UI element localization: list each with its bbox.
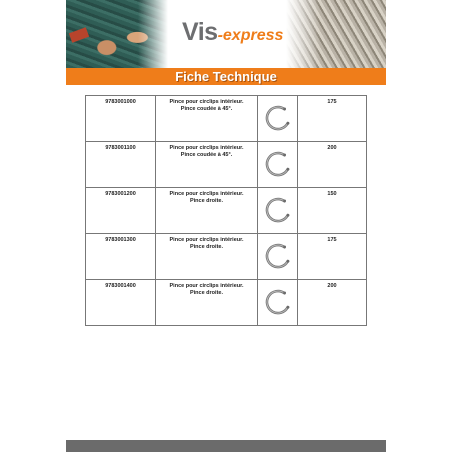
product-reference: 9783001000 [86, 96, 156, 142]
circlip-ring-icon [262, 241, 294, 273]
workshop-photo [66, 0, 168, 68]
table-row [86, 234, 367, 280]
circlip-ring-icon [262, 103, 294, 135]
brand-logo-main: Vis [182, 18, 218, 46]
product-quantity: 200 [298, 142, 367, 188]
product-quantity: 175 [298, 234, 367, 280]
header-banner [66, 0, 386, 68]
product-description: Pince pour circlips intérieur. Pince droite. [156, 188, 258, 234]
table-row [86, 96, 367, 142]
circlip-ring-icon [262, 287, 294, 319]
screws-photo [286, 0, 386, 68]
product-description: Pince pour circlips intérieur. Pince droite. [156, 234, 258, 280]
product-description: Pince pour circlips intérieur. Pince coudée à 45°. [156, 96, 258, 142]
brand-logo [182, 18, 283, 47]
product-image-cell [258, 96, 298, 142]
table-row [86, 142, 367, 188]
product-quantity: 200 [298, 280, 367, 326]
product-table [85, 95, 367, 326]
title-bar [66, 68, 386, 85]
product-quantity: 175 [298, 96, 367, 142]
footer-bar [66, 440, 386, 452]
product-reference: 9783001400 [86, 280, 156, 326]
page-title: Fiche Technique [175, 69, 277, 84]
product-description: Pince pour circlips intérieur. Pince coudée à 45°. [156, 142, 258, 188]
product-description: Pince pour circlips intérieur. Pince droite. [156, 280, 258, 326]
circlip-ring-icon [262, 195, 294, 227]
product-image-cell [258, 188, 298, 234]
brand-logo-accent: -express [217, 27, 284, 44]
table-row [86, 188, 367, 234]
product-image-cell [258, 234, 298, 280]
product-image-cell [258, 280, 298, 326]
circlip-ring-icon [262, 149, 294, 181]
product-reference: 9783001200 [86, 188, 156, 234]
table-row [86, 280, 367, 326]
product-image-cell [258, 142, 298, 188]
product-reference: 9783001100 [86, 142, 156, 188]
product-quantity: 150 [298, 188, 367, 234]
product-reference: 9783001300 [86, 234, 156, 280]
